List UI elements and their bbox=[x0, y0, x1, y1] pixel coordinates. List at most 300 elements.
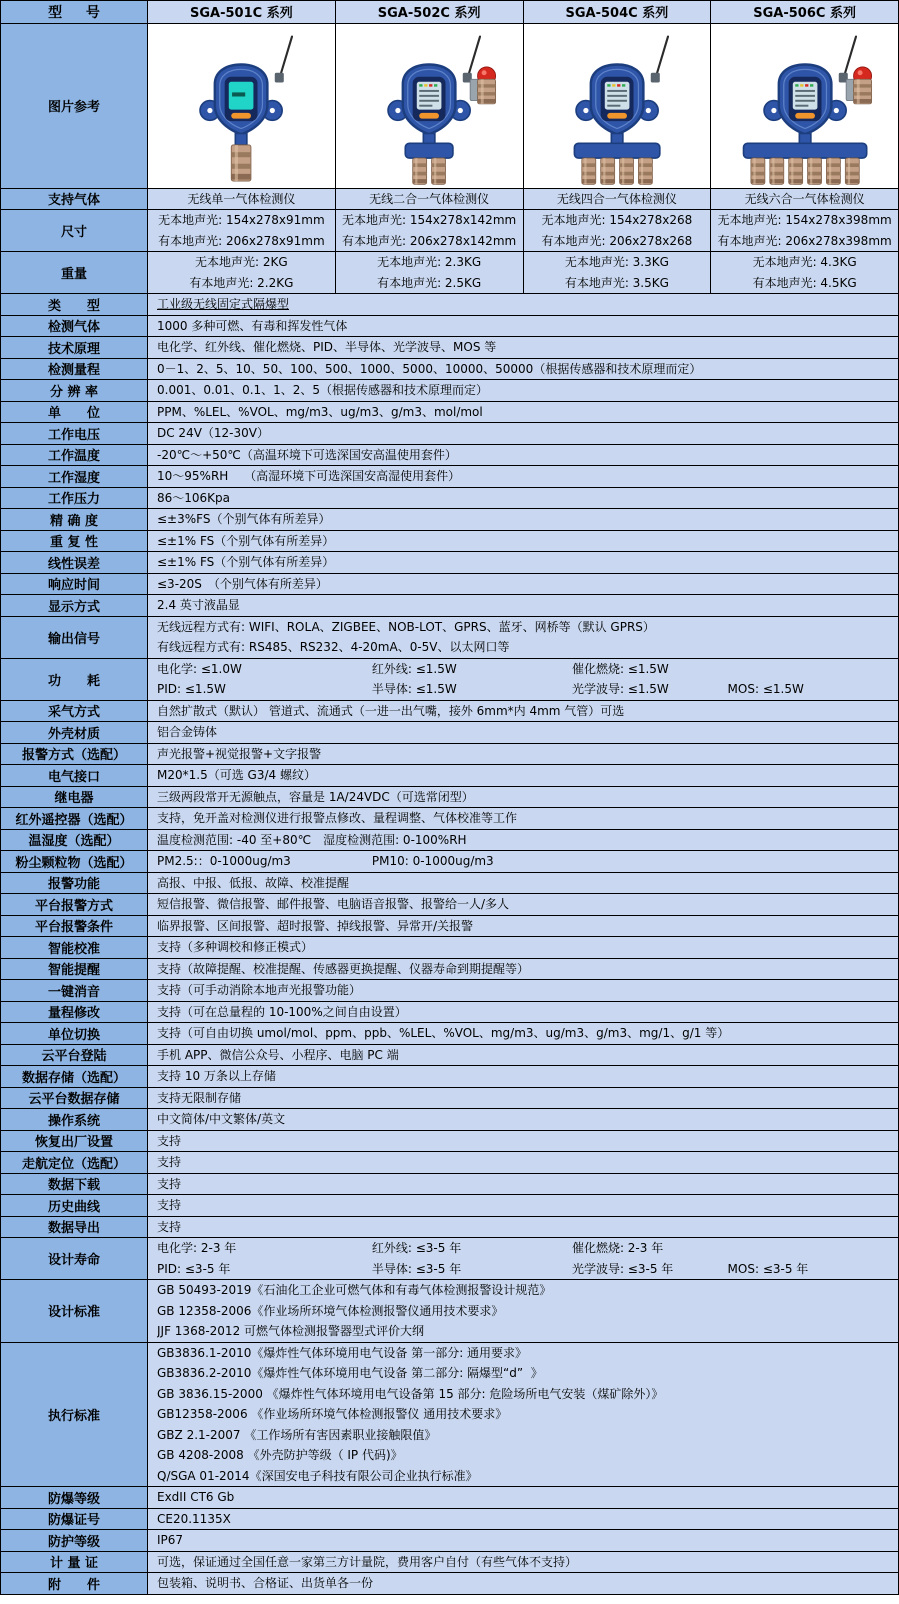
spec-row bbox=[1, 380, 898, 402]
spec-row-label: 数据导出 bbox=[1, 1217, 148, 1238]
spec-row-label: 类 型 bbox=[1, 294, 148, 315]
image-reference-row bbox=[1, 24, 898, 189]
spec-value-segment: 光学波导: ≤1.5W bbox=[571, 682, 669, 696]
model-header-sga-502c: SGA-502C 系列 bbox=[336, 1, 524, 23]
spec-row-label: 功 耗 bbox=[1, 659, 148, 700]
spec-value-segment: 催化燃烧: ≤1.5W bbox=[571, 661, 669, 676]
spec-row bbox=[1, 1023, 898, 1045]
spec-row-label: 单 位 bbox=[1, 402, 148, 423]
spec-row-value bbox=[148, 894, 898, 915]
spec-row-value bbox=[148, 1174, 898, 1195]
spec-row bbox=[1, 765, 898, 787]
spec-value-line bbox=[157, 423, 898, 444]
size-text: 无本地声光: 154x278x398mm bbox=[717, 213, 892, 227]
spec-row bbox=[1, 787, 898, 809]
spec-row bbox=[1, 402, 898, 424]
spec-row-label: 历史曲线 bbox=[1, 1195, 148, 1216]
spec-value-line bbox=[157, 294, 898, 315]
spec-row bbox=[1, 359, 898, 381]
spec-value-text: 支持 bbox=[157, 1155, 182, 1169]
spec-value-line bbox=[157, 937, 898, 958]
spec-row bbox=[1, 659, 898, 701]
supported-gas-sga-504c bbox=[524, 189, 712, 210]
spec-row bbox=[1, 873, 898, 895]
spec-value-line bbox=[157, 1487, 898, 1508]
spec-row-label: 检测气体 bbox=[1, 316, 148, 337]
spec-value-segment: PM10: 0-1000ug/m3 bbox=[371, 854, 494, 868]
spec-value-line bbox=[157, 722, 898, 743]
spec-row bbox=[1, 1152, 898, 1174]
spec-row bbox=[1, 1573, 898, 1594]
spec-value-text: GB3836.2-2010《爆炸性气体环境用电气设备 第二部分: 隔爆型“d” 》 bbox=[157, 1366, 543, 1380]
spec-row bbox=[1, 1195, 898, 1217]
spec-row bbox=[1, 916, 898, 938]
spec-value-text: 包装箱、说明书、合格证、出货单各一份 bbox=[157, 1576, 374, 1590]
spec-value-line bbox=[157, 1552, 898, 1573]
spec-row-value bbox=[148, 1238, 898, 1279]
weight-text: 无本地声光: 3.3KG bbox=[564, 255, 669, 269]
spec-value-line bbox=[157, 574, 898, 595]
size-text: 有本地声光: 206x278x398mm bbox=[717, 233, 892, 248]
spec-row-value bbox=[148, 488, 898, 509]
spec-value-text: 手机 APP、微信公众号、小程序、电脑 PC 端 bbox=[157, 1047, 399, 1062]
spec-row-value bbox=[148, 1002, 898, 1023]
spec-value-segment: PID: ≤1.5W bbox=[157, 682, 226, 696]
spec-row-label: 工作电压 bbox=[1, 423, 148, 444]
spec-row-label: 平台报警方式 bbox=[1, 894, 148, 915]
spec-row-label: 温湿度（选配） bbox=[1, 830, 148, 851]
spec-row-value bbox=[148, 830, 898, 851]
spec-row-value bbox=[148, 1066, 898, 1087]
spec-row-value bbox=[148, 744, 898, 765]
spec-value-line bbox=[157, 1174, 898, 1195]
spec-row-value bbox=[148, 722, 898, 743]
spec-row bbox=[1, 595, 898, 617]
spec-row-value bbox=[148, 1023, 898, 1044]
product-image-sga-501c bbox=[148, 24, 336, 188]
spec-row bbox=[1, 574, 898, 596]
spec-value-text: 支持 bbox=[157, 1219, 182, 1234]
spec-row-label: 输出信号 bbox=[1, 617, 148, 658]
spec-value-text: 声光报警+视觉报警+文字报警 bbox=[157, 746, 322, 761]
gas-type-text: 无线二合一气体检测仪 bbox=[369, 191, 490, 206]
spec-row bbox=[1, 466, 898, 488]
spec-row-label: 外壳材质 bbox=[1, 722, 148, 743]
spec-value-text: 支持（可在总量程的 10-100%之间自由设置） bbox=[157, 1004, 407, 1019]
spec-row-label: 智能提醒 bbox=[1, 959, 148, 980]
size-text: 有本地声光: 206x278x142mm bbox=[342, 233, 517, 248]
weight-text: 有本地声光: 4.5KG bbox=[752, 275, 857, 290]
spec-value-line bbox=[157, 701, 898, 722]
spec-row-label: 工作压力 bbox=[1, 488, 148, 509]
spec-row-label: 走航定位（选配） bbox=[1, 1152, 148, 1173]
spec-value-segment: 半导体: ≤1.5W bbox=[371, 682, 457, 696]
gas-type-text: 无线四合一气体检测仪 bbox=[556, 191, 677, 206]
spec-row-value bbox=[148, 701, 898, 722]
spec-row bbox=[1, 1174, 898, 1196]
spec-row bbox=[1, 1002, 898, 1024]
spec-row-value bbox=[148, 1109, 898, 1130]
spec-value-text: GB12358-2006 《作业场所环境气体检测报警仪 通用技术要求》 bbox=[157, 1407, 508, 1421]
spec-value-line bbox=[157, 1363, 898, 1384]
weight-text: 无本地声光: 2.3KG bbox=[377, 255, 482, 269]
spec-value-line bbox=[157, 1384, 898, 1405]
weight-label: 重量 bbox=[1, 252, 148, 293]
spec-row-label: 报警功能 bbox=[1, 873, 148, 894]
size-sga-504c bbox=[524, 210, 712, 251]
spec-row bbox=[1, 337, 898, 359]
spec-value-line bbox=[157, 744, 898, 765]
size-sga-501c bbox=[148, 210, 336, 251]
spec-value-text: 支持 bbox=[157, 1133, 182, 1148]
spec-row-value bbox=[148, 937, 898, 958]
spec-row-value bbox=[148, 659, 898, 700]
spec-row-value bbox=[148, 1088, 898, 1109]
model-header-sga-501c: SGA-501C 系列 bbox=[148, 1, 336, 23]
spec-row-label: 技术原理 bbox=[1, 337, 148, 358]
spec-row-label: 采气方式 bbox=[1, 701, 148, 722]
spec-row bbox=[1, 830, 898, 852]
spec-value-text: ≤3-20S （个别气体有所差异） bbox=[157, 576, 328, 591]
spec-value-text: GB 12358-2006《作业场所环境气体检测报警仪通用技术要求》 bbox=[157, 1303, 504, 1318]
spec-value-text: IP67 bbox=[157, 1533, 184, 1547]
spec-row-value bbox=[148, 402, 898, 423]
size-row bbox=[1, 210, 898, 252]
size-text: 无本地声光: 154x278x142mm bbox=[342, 213, 517, 227]
spec-value-text: ≤±3%FS（个别气体有所差异） bbox=[157, 512, 331, 526]
spec-value-segment: MOS: ≤1.5W bbox=[727, 682, 804, 696]
spec-row-label: 平台报警条件 bbox=[1, 916, 148, 937]
spec-value-line bbox=[157, 1573, 898, 1594]
supported-gas-sga-502c bbox=[336, 189, 524, 210]
spec-value-line bbox=[157, 316, 898, 337]
spec-value-text: 2.4 英寸液晶显 bbox=[157, 598, 240, 612]
spec-row-label: 分 辨 率 bbox=[1, 380, 148, 401]
spec-value-segment: 电化学: ≤1.0W bbox=[157, 661, 242, 676]
spec-row-value bbox=[148, 1343, 898, 1487]
spec-value-text: 支持无限制存储 bbox=[157, 1090, 242, 1105]
spec-value-line bbox=[157, 402, 898, 423]
model-header-sga-506c: SGA-506C 系列 bbox=[711, 1, 898, 23]
spec-value-line bbox=[157, 1131, 898, 1152]
spec-value-text: 自然扩散式（默认） 管道式、流通式（一进一出气嘴，接外 6mm*内 4mm 气管）可选 bbox=[157, 703, 625, 718]
spec-value-line bbox=[157, 873, 898, 894]
spec-value-text: GB 3836.15-2000 《爆炸性气体环境用电气设备第 15 部分: 危险场所电气安装（煤矿除外）》 bbox=[157, 1386, 664, 1401]
spec-row-label: 数据存储（选配） bbox=[1, 1066, 148, 1087]
supported-gas-label: 支持气体 bbox=[1, 189, 148, 210]
spec-value-line bbox=[157, 337, 898, 358]
spec-value-line bbox=[157, 1259, 898, 1280]
weight-text: 有本地声光: 3.5KG bbox=[564, 275, 669, 290]
spec-value-line bbox=[157, 830, 898, 851]
spec-row bbox=[1, 1131, 898, 1153]
spec-row-label: 云平台登陆 bbox=[1, 1045, 148, 1066]
spec-row-label: 粉尘颗粒物（选配） bbox=[1, 851, 148, 872]
spec-row bbox=[1, 1280, 898, 1343]
spec-row-label: 单位切换 bbox=[1, 1023, 148, 1044]
spec-value-text: 10～95%RH （高湿环境下可选深国安高湿使用套件） bbox=[157, 469, 461, 483]
gas-type-text: 无线单一气体检测仪 bbox=[187, 191, 296, 206]
spec-row-label: 数据下载 bbox=[1, 1174, 148, 1195]
spec-value-line bbox=[157, 980, 898, 1001]
spec-row-value bbox=[148, 595, 898, 616]
spec-row-label: 设计寿命 bbox=[1, 1238, 148, 1279]
spec-row-value bbox=[148, 916, 898, 937]
spec-value-segment: PID: ≤3-5 年 bbox=[157, 1261, 231, 1276]
spec-value-text: 支持（故障提醒、校准提醒、传感器更换提醒、仪器寿命到期提醒等） bbox=[157, 961, 530, 976]
spec-value-text: 86～106Kpa bbox=[157, 490, 231, 505]
spec-value-text: ≤±1% FS（个别气体有所差异） bbox=[157, 555, 335, 569]
spec-row-label: 重 复 性 bbox=[1, 531, 148, 552]
spec-row bbox=[1, 1217, 898, 1239]
weight-sga-502c bbox=[336, 252, 524, 293]
spec-value-text: 1000 多种可燃、有毒和挥发性气体 bbox=[157, 318, 348, 333]
spec-row bbox=[1, 851, 898, 873]
spec-row-value bbox=[148, 423, 898, 444]
spec-value-line bbox=[157, 787, 898, 808]
spec-value-line bbox=[157, 1217, 898, 1238]
spec-value-text: 高报、中报、低报、故障、校准提醒 bbox=[157, 875, 350, 890]
spec-value-line bbox=[157, 1238, 898, 1259]
spec-row bbox=[1, 509, 898, 531]
spec-value-line bbox=[157, 445, 898, 466]
size-sga-506c bbox=[711, 210, 898, 251]
spec-row-label: 执行标准 bbox=[1, 1343, 148, 1487]
spec-value-text: 可选，保证通过全国任意一家第三方计量院，费用客户自付（有些气体不支持） bbox=[157, 1554, 578, 1569]
spec-value-text: 支持（可手动消除本地声光报警功能） bbox=[157, 983, 362, 997]
supported-gas-sga-501c bbox=[148, 189, 336, 210]
spec-row-label: 附 件 bbox=[1, 1573, 148, 1594]
spec-row-value bbox=[148, 552, 898, 573]
supported-gas-sga-506c bbox=[711, 189, 898, 210]
header-row bbox=[1, 1, 898, 24]
spec-row bbox=[1, 980, 898, 1002]
spec-row bbox=[1, 531, 898, 553]
spec-row bbox=[1, 1088, 898, 1110]
weight-text: 无本地声光: 4.3KG bbox=[752, 255, 857, 269]
spec-value-segment: MOS: ≤3-5 年 bbox=[727, 1261, 809, 1276]
image-row-label: 图片参考 bbox=[1, 24, 148, 188]
spec-row bbox=[1, 617, 898, 659]
size-text: 无本地声光: 154x278x268 bbox=[541, 213, 693, 227]
spec-value-text: 电化学、红外线、催化燃烧、PID、半导体、光学波导、MOS 等 bbox=[157, 340, 497, 354]
spec-row-label: 设计标准 bbox=[1, 1280, 148, 1342]
spec-value-line bbox=[157, 552, 898, 573]
spec-value-line bbox=[157, 380, 898, 401]
spec-row bbox=[1, 937, 898, 959]
spec-value-line bbox=[157, 916, 898, 937]
spec-value-line bbox=[157, 466, 898, 487]
product-image-sga-504c bbox=[524, 24, 712, 188]
spec-value-text: JJF 1368-2012 可燃气体检测报警器型式评价大纲 bbox=[157, 1324, 425, 1338]
spec-row-label: 防护等级 bbox=[1, 1530, 148, 1551]
spec-value-line bbox=[157, 1343, 898, 1364]
spec-value-line bbox=[157, 851, 898, 872]
spec-row-label: 显示方式 bbox=[1, 595, 148, 616]
spec-value-line bbox=[157, 531, 898, 552]
weight-row bbox=[1, 252, 898, 294]
weight-text: 有本地声光: 2.2KG bbox=[189, 275, 294, 290]
spec-row-value bbox=[148, 980, 898, 1001]
spec-row-value bbox=[148, 808, 898, 829]
spec-value-text: 0.001、0.01、0.1、1、2、5（根据传感器和技术原理而定） bbox=[157, 383, 489, 397]
spec-row-value bbox=[148, 1552, 898, 1573]
spec-value-text: 工业级无线固定式隔爆型 bbox=[157, 297, 290, 311]
spec-row-value bbox=[148, 294, 898, 315]
spec-row-value bbox=[148, 574, 898, 595]
spec-row-value bbox=[148, 1530, 898, 1551]
spec-value-line bbox=[157, 1404, 898, 1425]
spec-value-text: 支持（多种调校和修正模式） bbox=[157, 940, 314, 954]
spec-value-text: 临界报警、区间报警、超时报警、掉线报警、异常开/关报警 bbox=[157, 918, 474, 933]
spec-rows-container bbox=[1, 294, 898, 1594]
spec-row-label: 电气接口 bbox=[1, 765, 148, 786]
spec-value-text: ExdII CT6 Gb bbox=[157, 1490, 235, 1504]
spec-row-value bbox=[148, 1509, 898, 1530]
spec-value-line bbox=[157, 1195, 898, 1216]
spec-value-line bbox=[157, 1109, 898, 1130]
spec-value-text: 中文简体/中文繁体/英文 bbox=[157, 1112, 286, 1126]
spec-value-text: 支持 bbox=[157, 1176, 182, 1191]
spec-value-line bbox=[157, 1530, 898, 1551]
spec-value-text: -20℃～+50℃（高温环境下可选深国安高温使用套件） bbox=[157, 447, 457, 462]
spec-value-line bbox=[157, 1152, 898, 1173]
spec-row-label: 一键消音 bbox=[1, 980, 148, 1001]
spec-value-segment: 红外线: ≤1.5W bbox=[371, 661, 457, 676]
spec-value-text: 支持 bbox=[157, 1198, 182, 1212]
spec-row bbox=[1, 744, 898, 766]
spec-row bbox=[1, 701, 898, 723]
supported-gas-row bbox=[1, 189, 898, 211]
spec-row bbox=[1, 423, 898, 445]
spec-value-line bbox=[157, 509, 898, 530]
model-header-label: 型 号 bbox=[1, 1, 148, 23]
spec-row-label: 继电器 bbox=[1, 787, 148, 808]
spec-row bbox=[1, 552, 898, 574]
spec-row-value bbox=[148, 873, 898, 894]
spec-row-label: 检测量程 bbox=[1, 359, 148, 380]
spec-row-value bbox=[148, 1131, 898, 1152]
model-header-sga-504c: SGA-504C 系列 bbox=[524, 1, 712, 23]
spec-row-value bbox=[148, 466, 898, 487]
size-text: 有本地声光: 206x278x268 bbox=[541, 233, 693, 248]
spec-value-segment: 催化燃烧: 2-3 年 bbox=[571, 1241, 664, 1255]
product-image-sga-502c bbox=[336, 24, 524, 188]
spec-value-text: CE20.1135X bbox=[157, 1511, 231, 1526]
spec-row-value bbox=[148, 509, 898, 530]
weight-sga-501c bbox=[148, 252, 336, 293]
spec-value-segment: 红外线: ≤3-5 年 bbox=[371, 1241, 462, 1255]
spec-value-line bbox=[157, 659, 898, 680]
spec-value-line bbox=[157, 595, 898, 616]
spec-row bbox=[1, 1045, 898, 1067]
spec-value-line bbox=[157, 1045, 898, 1066]
spec-row-value bbox=[148, 1573, 898, 1594]
size-label: 尺寸 bbox=[1, 210, 148, 251]
weight-sga-506c bbox=[711, 252, 898, 293]
spec-value-text: M20*1.5（可选 G3/4 螺纹） bbox=[157, 768, 316, 782]
spec-value-text: DC 24V（12-30V） bbox=[157, 426, 269, 440]
spec-value-line bbox=[157, 1509, 898, 1530]
spec-value-segment: PM2.5:：0-1000ug/m3 bbox=[157, 854, 291, 868]
spec-row bbox=[1, 894, 898, 916]
spec-row bbox=[1, 1530, 898, 1552]
spec-row bbox=[1, 1066, 898, 1088]
spec-row-value bbox=[148, 765, 898, 786]
spec-value-text: 支持 10 万条以上存储 bbox=[157, 1069, 276, 1083]
spec-value-text: 有线远程方式有: RS485、RS232、4-20mA、0-5V、以太网口等 bbox=[157, 640, 510, 654]
spec-row-value bbox=[148, 1045, 898, 1066]
spec-value-line bbox=[157, 1066, 898, 1087]
spec-row bbox=[1, 1509, 898, 1531]
spec-row bbox=[1, 316, 898, 338]
spec-row bbox=[1, 488, 898, 510]
spec-value-text: 无线远程方式有: WIFI、ROLA、ZIGBEE、NOB-LOT、GPRS、蓝牙、网桥等（默认 GPRS） bbox=[157, 619, 655, 634]
spec-value-text: GBZ 2.1-2007 《工作场所有害因素职业接触限值》 bbox=[157, 1427, 437, 1442]
spec-value-text: 支持（可自由切换 umol/mol、ppm、ppb、%LEL、%VOL、mg/m3、ug/m3、g/m3、mg/1、g/1 等） bbox=[157, 1026, 730, 1040]
spec-row-label: 线性误差 bbox=[1, 552, 148, 573]
spec-row-value bbox=[148, 617, 898, 658]
spec-value-line bbox=[157, 617, 898, 638]
spec-row-value bbox=[148, 1487, 898, 1508]
spec-row-label: 智能校准 bbox=[1, 937, 148, 958]
spec-row-value bbox=[148, 787, 898, 808]
spec-value-line bbox=[157, 1466, 898, 1487]
spec-value-text: 温度检测范围: -40 至+80℃ 湿度检测范围: 0-100%RH bbox=[157, 832, 467, 847]
spec-value-text: GB 4208-2008 《外壳防护等级（ IP 代码)》 bbox=[157, 1448, 403, 1462]
size-text: 有本地声光: 206x278x91mm bbox=[158, 233, 325, 248]
weight-text: 有本地声光: 2.5KG bbox=[377, 275, 482, 290]
spec-row bbox=[1, 1343, 898, 1488]
spec-row-value bbox=[148, 337, 898, 358]
spec-value-text: 短信报警、微信报警、邮件报警、电脑语音报警、报警给一人/多人 bbox=[157, 897, 510, 911]
spec-value-line bbox=[157, 765, 898, 786]
spec-row-value bbox=[148, 1195, 898, 1216]
spec-row bbox=[1, 959, 898, 981]
spec-value-line bbox=[157, 359, 898, 380]
spec-row bbox=[1, 808, 898, 830]
spec-value-line bbox=[157, 1002, 898, 1023]
spec-row bbox=[1, 722, 898, 744]
spec-row bbox=[1, 445, 898, 467]
spec-value-line bbox=[157, 808, 898, 829]
spec-value-line bbox=[157, 1088, 898, 1109]
spec-row-value bbox=[148, 380, 898, 401]
spec-value-line bbox=[157, 637, 898, 658]
spec-value-text: 0－1、2、5、10、50、100、500、1000、5000、10000、50000（根据传感器和技术原理而定） bbox=[157, 361, 702, 376]
spec-value-text: GB3836.1-2010《爆炸性气体环境用电气设备 第一部分: 通用要求》 bbox=[157, 1345, 528, 1360]
product-image-sga-506c bbox=[711, 24, 898, 188]
spec-row-value bbox=[148, 1152, 898, 1173]
spec-value-text: 铝合金铸体 bbox=[157, 725, 218, 739]
spec-value-text: PPM、%LEL、%VOL、mg/m3、ug/m3、g/m3、mol/mol bbox=[157, 404, 483, 419]
gas-type-text: 无线六合一气体检测仪 bbox=[744, 191, 865, 206]
spec-value-segment: 光学波导: ≤3-5 年 bbox=[571, 1261, 674, 1276]
spec-row-label: 防爆证号 bbox=[1, 1509, 148, 1530]
spec-row bbox=[1, 1109, 898, 1131]
spec-row-value bbox=[148, 851, 898, 872]
spec-value-line bbox=[157, 959, 898, 980]
spec-row-label: 量程修改 bbox=[1, 1002, 148, 1023]
spec-value-text: 三级两段常开无源触点，容量是 1A/24VDC（可选常闭型） bbox=[157, 789, 474, 804]
spec-row-label: 报警方式（选配） bbox=[1, 744, 148, 765]
spec-row-label: 精 确 度 bbox=[1, 509, 148, 530]
size-sga-502c bbox=[336, 210, 524, 251]
spec-value-line bbox=[157, 1023, 898, 1044]
spec-value-line bbox=[157, 1445, 898, 1466]
spec-value-text: 支持，免开盖对检测仪进行报警点修改、量程调整、气体校准等工作 bbox=[157, 811, 518, 825]
weight-sga-504c bbox=[524, 252, 712, 293]
